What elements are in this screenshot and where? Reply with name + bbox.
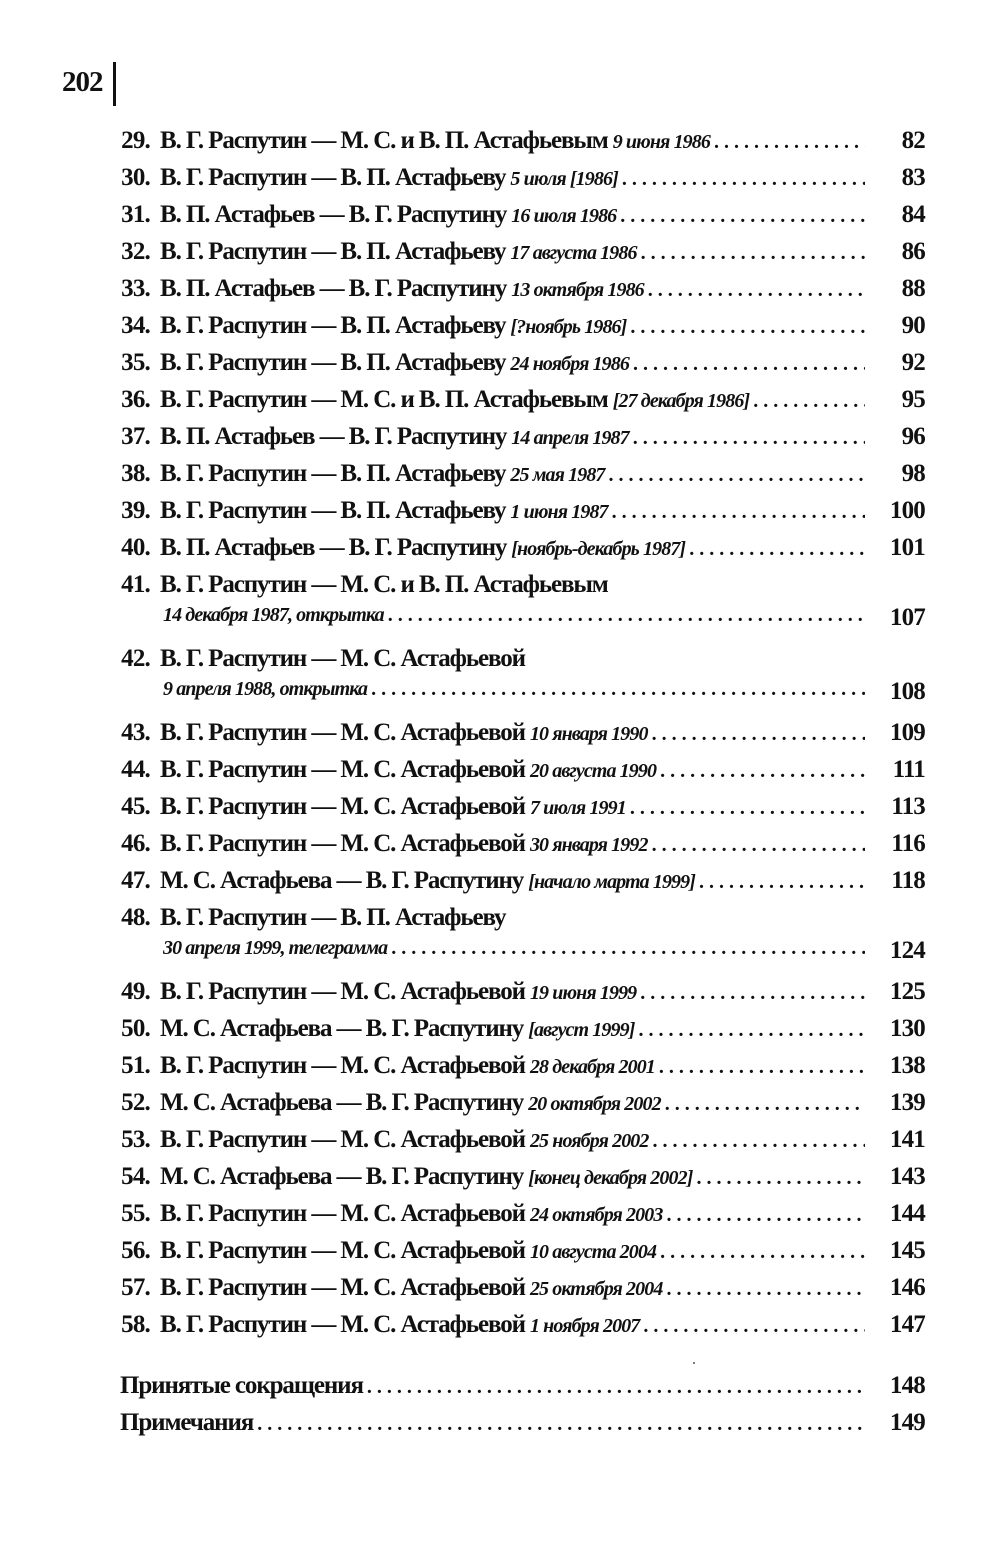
toc-entry[interactable] (0, 645, 1000, 719)
entry-number: 40. (121, 534, 150, 561)
entry-line (160, 497, 865, 531)
dot-leader (638, 1019, 865, 1042)
entry-page-number: 130 (889, 1015, 925, 1042)
entry-title: В. Г. Распутин — М. С. Астафьевой (160, 1274, 525, 1301)
entry-page-number: 124 (889, 937, 925, 964)
entry-date: 7 июля 1991 (529, 797, 626, 819)
entry-line (160, 1237, 865, 1271)
entry-number: 30. (121, 164, 150, 191)
dot-leader (699, 871, 865, 894)
toc-entry[interactable] (0, 793, 1000, 830)
entry-line (160, 756, 865, 790)
entry-line (120, 1372, 865, 1406)
entry-title: В. П. Астафьев — В. Г. Распутину (160, 423, 507, 450)
entry-page-number: 148 (889, 1372, 925, 1399)
entry-title: В. Г. Распутин — М. С. и В. П. Астафьевым (160, 127, 608, 154)
dot-leader (660, 1241, 865, 1264)
entry-title: В. Г. Распутин — В. П. Астафьеву (160, 904, 506, 931)
toc-entry[interactable] (0, 1200, 1000, 1237)
entry-page-number: 125 (889, 978, 925, 1005)
entry-title: В. Г. Распутин — М. С. Астафьевой (160, 978, 525, 1005)
entry-date: [?ноябрь 1986] (510, 316, 627, 338)
entry-title: М. С. Астафьева — В. Г. Распутину (160, 1015, 524, 1042)
dot-leader (714, 131, 865, 154)
toc-entry[interactable] (0, 756, 1000, 793)
dot-leader (391, 937, 865, 960)
print-speck (693, 1362, 695, 1364)
entry-date: 13 октября 1986 (511, 279, 644, 301)
entry-title: В. П. Астафьев — В. Г. Распутину (160, 275, 507, 302)
entry-line (160, 719, 865, 753)
entry-title: В. Г. Распутин — М. С. и В. П. Астафьевым (160, 571, 608, 598)
toc-entry[interactable] (0, 1274, 1000, 1311)
entry-page-number: 139 (889, 1089, 925, 1116)
dot-leader (620, 205, 865, 228)
entry-number: 43. (121, 719, 150, 746)
entry-line (160, 1163, 865, 1197)
entry-line (160, 571, 865, 605)
entry-page-number: 141 (889, 1126, 925, 1153)
entry-number: 45. (121, 793, 150, 820)
entry-line (160, 867, 865, 901)
toc-entry[interactable] (0, 423, 1000, 460)
entry-number: 47. (121, 867, 150, 894)
entry-line (160, 386, 865, 420)
entry-line (160, 201, 865, 235)
entry-date: 28 декабря 2001 (529, 1056, 655, 1078)
entry-line (120, 1409, 865, 1443)
dot-leader (653, 1130, 866, 1153)
entry-number: 56. (121, 1237, 150, 1264)
entry-number: 46. (121, 830, 150, 857)
entry-page-number: 101 (889, 534, 925, 561)
toc-entry[interactable] (0, 312, 1000, 349)
entry-title: В. Г. Распутин — М. С. Астафьевой (160, 1311, 525, 1338)
dot-leader (666, 1278, 865, 1301)
entry-title: В. Г. Распутин — М. С. Астафьевой (160, 1237, 525, 1264)
entry-page-number: 88 (901, 275, 925, 302)
dot-leader (612, 501, 865, 524)
entry-title: В. П. Астафьев — В. Г. Распутину (160, 201, 507, 228)
entry-line (160, 423, 865, 457)
entry-title: Примечания (120, 1409, 254, 1436)
toc-entry[interactable] (0, 497, 1000, 534)
entry-number: 37. (121, 423, 150, 450)
entry-number: 42. (121, 645, 150, 672)
dot-leader (641, 242, 865, 265)
entry-number: 53. (121, 1126, 150, 1153)
entry-title: В. П. Астафьев — В. Г. Распутину (160, 534, 507, 561)
entry-page-number: 83 (901, 164, 925, 191)
entry-number: 31. (121, 201, 150, 228)
entry-line (160, 1089, 865, 1123)
entry-number: 38. (121, 460, 150, 487)
entry-page-number: 145 (889, 1237, 925, 1264)
entry-title: В. Г. Распутин — М. С. Астафьевой (160, 1052, 525, 1079)
page-number-rule (113, 62, 116, 106)
dot-leader (660, 760, 865, 783)
entry-number: 57. (121, 1274, 150, 1301)
entry-page-number: 146 (889, 1274, 925, 1301)
entry-date: 25 октября 2004 (529, 1278, 663, 1300)
entry-title: В. Г. Распутин — М. С. Астафьевой (160, 1200, 525, 1227)
entry-date: 17 августа 1986 (510, 242, 637, 264)
toc-entry[interactable] (0, 1237, 1000, 1274)
entry-number: 51. (121, 1052, 150, 1079)
entry-page-number: 147 (889, 1311, 925, 1338)
entry-date: 1 ноября 2007 (529, 1315, 640, 1337)
entry-title: В. Г. Распутин — М. С. Астафьевой (160, 793, 525, 820)
entry-title: М. С. Астафьева — В. Г. Распутину (160, 867, 524, 894)
dot-leader (666, 1204, 865, 1227)
entry-date: 9 апреля 1988, открытка (163, 678, 368, 700)
entry-page-number: 90 (901, 312, 925, 339)
dot-leader (665, 1093, 865, 1116)
back-matter-entry[interactable] (0, 1372, 1000, 1409)
entry-title: В. Г. Распутин — М. С. Астафьевой (160, 719, 525, 746)
entry-title: В. Г. Распутин — В. П. Астафьеву (160, 238, 506, 265)
dot-leader (371, 678, 865, 701)
entry-number: 44. (121, 756, 150, 783)
entry-date: [начало марта 1999] (528, 871, 696, 893)
entry-title: В. Г. Распутин — М. С. Астафьевой (160, 645, 525, 672)
entry-page-number: 113 (891, 793, 925, 820)
entry-line (160, 645, 865, 679)
dot-leader (640, 982, 865, 1005)
entry-line (160, 1052, 865, 1086)
entry-title: В. Г. Распутин — В. П. Астафьеву (160, 312, 506, 339)
dot-leader (652, 723, 865, 746)
entry-date: 5 июля [1986] (510, 168, 618, 190)
toc-entry[interactable] (0, 1089, 1000, 1126)
entry-date: 14 апреля 1987 (511, 427, 629, 449)
entry-number: 32. (121, 238, 150, 265)
entry-line (160, 793, 865, 827)
entry-title: В. Г. Распутин — М. С. Астафьевой (160, 830, 525, 857)
entry-line-continuation (163, 937, 865, 971)
toc-entry[interactable] (0, 1311, 1000, 1348)
entry-line (160, 830, 865, 864)
entry-line (160, 1126, 865, 1160)
entry-date: [27 декабря 1986] (612, 390, 750, 412)
back-matter-entry[interactable] (0, 1409, 1000, 1446)
entry-line (160, 1200, 865, 1234)
entry-title: М. С. Астафьева — В. Г. Распутину (160, 1163, 524, 1190)
dot-leader (659, 1056, 865, 1079)
toc-entry[interactable] (0, 867, 1000, 904)
entry-date: 25 мая 1987 (510, 464, 605, 486)
entry-number: 54. (121, 1163, 150, 1190)
entry-number: 58. (121, 1311, 150, 1338)
dot-leader (622, 168, 865, 191)
entry-page-number: 95 (901, 386, 925, 413)
entry-line (160, 349, 865, 383)
toc-entry[interactable] (0, 1126, 1000, 1163)
toc-entry[interactable] (0, 349, 1000, 386)
dot-leader (630, 797, 865, 820)
entry-page-number: 92 (901, 349, 925, 376)
toc-entry[interactable] (0, 1163, 1000, 1200)
dot-leader (633, 353, 865, 376)
entry-page-number: 96 (901, 423, 925, 450)
entry-page-number: 111 (892, 756, 925, 783)
entry-date: 25 ноября 2002 (529, 1130, 649, 1152)
entry-number: 50. (121, 1015, 150, 1042)
entry-line (160, 1311, 865, 1345)
entry-title: В. Г. Распутин — В. П. Астафьеву (160, 497, 506, 524)
entry-number: 55. (121, 1200, 150, 1227)
entry-page-number: 138 (889, 1052, 925, 1079)
dot-leader (696, 1167, 865, 1190)
entry-date: [конец декабря 2002] (528, 1167, 693, 1189)
entry-page-number: 100 (889, 497, 925, 524)
entry-title: В. Г. Распутин — М. С. Астафьевой (160, 756, 525, 783)
entry-page-number: 98 (901, 460, 925, 487)
entry-number: 48. (121, 904, 150, 931)
entry-line (160, 127, 865, 161)
entry-line (160, 1015, 865, 1049)
entry-line (160, 275, 865, 309)
entry-line (160, 460, 865, 494)
toc-entry[interactable] (0, 201, 1000, 238)
toc-entry[interactable] (0, 275, 1000, 312)
toc-entry[interactable] (0, 534, 1000, 571)
entry-line (160, 904, 865, 938)
dot-leader (648, 279, 865, 302)
dot-leader (630, 316, 865, 339)
dot-leader (652, 834, 865, 857)
entry-number: 49. (121, 978, 150, 1005)
entry-page-number: 118 (891, 867, 925, 894)
entry-number: 41. (121, 571, 150, 598)
dot-leader (689, 538, 865, 561)
entry-page-number: 109 (889, 719, 925, 746)
toc-entry[interactable] (0, 571, 1000, 645)
toc-entry[interactable] (0, 460, 1000, 497)
entry-number: 36. (121, 386, 150, 413)
entry-number: 29. (121, 127, 150, 154)
toc-entry[interactable] (0, 386, 1000, 423)
entry-line-continuation (163, 604, 865, 638)
dot-leader (643, 1315, 865, 1338)
toc-entry[interactable] (0, 719, 1000, 756)
entry-line (160, 978, 865, 1012)
dot-leader (609, 464, 865, 487)
entry-page-number: 84 (901, 201, 925, 228)
entry-line (160, 238, 865, 272)
entry-line (160, 312, 865, 346)
entry-page-number: 144 (889, 1200, 925, 1227)
entry-page-number: 82 (901, 127, 925, 154)
entry-title: Принятые сокращения (120, 1372, 363, 1399)
entry-line (160, 1274, 865, 1308)
entry-number: 35. (121, 349, 150, 376)
entry-date: [август 1999] (528, 1019, 635, 1041)
toc-entry[interactable] (0, 904, 1000, 978)
entry-date: 1 июня 1987 (510, 501, 608, 523)
entry-title: В. Г. Распутин — В. П. Астафьеву (160, 460, 506, 487)
toc-entry[interactable] (0, 830, 1000, 867)
toc-entry[interactable] (0, 164, 1000, 201)
dot-leader (753, 390, 865, 413)
entry-date: [ноябрь-декабрь 1987] (511, 538, 686, 560)
entry-date: 20 октября 2002 (528, 1093, 661, 1115)
entry-page-number: 149 (889, 1409, 925, 1436)
entry-number: 33. (121, 275, 150, 302)
entry-date: 30 января 1992 (529, 834, 648, 856)
entry-page-number: 116 (891, 830, 925, 857)
entry-title: В. Г. Распутин — В. П. Астафьеву (160, 349, 506, 376)
toc-entry[interactable] (0, 1052, 1000, 1089)
entry-date: 10 августа 2004 (529, 1241, 657, 1263)
back-matter-list (0, 1372, 1000, 1446)
entry-date: 14 декабря 1987, открытка (163, 604, 384, 626)
entry-date: 20 августа 1990 (529, 760, 657, 782)
toc-entry[interactable] (0, 1015, 1000, 1052)
dot-leader (257, 1413, 865, 1436)
entry-date: 24 октября 2003 (529, 1204, 663, 1226)
toc-entry[interactable] (0, 978, 1000, 1015)
page-number: 202 (62, 66, 103, 98)
dot-leader (367, 1376, 865, 1399)
entry-number: 52. (121, 1089, 150, 1116)
entry-number: 34. (121, 312, 150, 339)
entry-line-continuation (163, 678, 865, 712)
entry-number: 39. (121, 497, 150, 524)
entry-page-number: 107 (889, 604, 925, 631)
entry-line (160, 534, 865, 568)
entry-date: 16 июля 1986 (511, 205, 617, 227)
toc-entry[interactable] (0, 238, 1000, 275)
entry-page-number: 143 (889, 1163, 925, 1190)
entry-date: 30 апреля 1999, телеграмма (163, 937, 388, 959)
entry-line (160, 164, 865, 198)
entry-title: В. Г. Распутин — В. П. Астафьеву (160, 164, 506, 191)
entry-date: 9 июня 1986 (612, 131, 710, 153)
table-of-contents (0, 127, 1000, 1348)
entry-date: 19 июня 1999 (529, 982, 637, 1004)
entry-title: В. Г. Распутин — М. С. и В. П. Астафьевым (160, 386, 608, 413)
entry-date: 10 января 1990 (529, 723, 648, 745)
entry-date: 24 ноября 1986 (510, 353, 629, 375)
toc-entry[interactable] (0, 127, 1000, 164)
dot-leader (388, 604, 865, 627)
dot-leader (633, 427, 865, 450)
entry-title: В. Г. Распутин — М. С. Астафьевой (160, 1126, 525, 1153)
entry-page-number: 86 (901, 238, 925, 265)
entry-title: М. С. Астафьева — В. Г. Распутину (160, 1089, 524, 1116)
entry-page-number: 108 (889, 678, 925, 705)
